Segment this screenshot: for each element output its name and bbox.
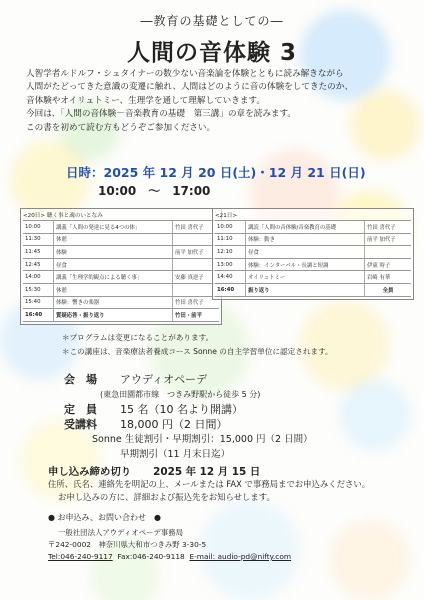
fee-row (64, 417, 313, 432)
intro-line: 今回は、「人間の音体験－音楽教育の基礎 第三講」の章を読みます。 (26, 109, 297, 120)
apply-instructions (48, 478, 370, 504)
note-line: ＊この講座は、音楽療法者養成コース Sonne の自主学習単位に認定されます。 (62, 347, 333, 356)
table-row: 16:40 質疑応答・振り返り 竹田・前平 (23, 309, 219, 322)
event-dates: 日時：2025 年 12 月 20 日(土)・12 月 21 日(日) (66, 165, 366, 180)
fee-discount: Sonne 生徒割引・早期割引：15,000 円（2 日間） (92, 434, 313, 445)
table-row: 14:40 オイリュトミー 岩崎 有華 (215, 271, 411, 284)
table-row: 10:00 講義「人間の発達に見る4つの体」 竹田 喜代子 (23, 221, 219, 234)
table-row: 11:30 休憩 (23, 233, 219, 246)
intro-line: この書を初めて読む方もどうぞご参加ください。 (26, 122, 216, 133)
event-time: 10:00 ～ 17:00 (98, 184, 211, 198)
event-info (64, 372, 313, 462)
capacity-value: 15 名（10 名より開講） (120, 403, 243, 416)
table-row: 10:00 講読「人間の音体験/音楽教育の基礎 竹田 喜代子 (215, 221, 411, 234)
contact-org: 一般社団法人アウディオペーデ事務局 (58, 528, 184, 537)
table-row: 14:00 講義「生理学的観点による聴く事」 安藤 真逆子 (23, 271, 219, 284)
intro-text (26, 68, 406, 135)
fax-number: Fax:046-240-9118 (117, 552, 185, 561)
table-row: 12:45 昼食 (23, 258, 219, 271)
day2-table (215, 220, 411, 297)
email-link[interactable]: E-mail: audio-pd@nifty.com (189, 552, 292, 561)
apply-line: お申し込みの方に、詳細および振込先をお知らせします。 (58, 492, 275, 502)
table-row: 15:40 体験：響きの楽器 竹田 喜代子 (23, 296, 219, 309)
venue-row (64, 372, 313, 387)
capacity-row (64, 402, 313, 417)
day1-table (23, 220, 219, 322)
venue-label: 会 場 (64, 373, 97, 386)
contact-address: 〒242-0002 神奈川県大和市つきみ野 3-30-5 (48, 540, 207, 549)
intro-line: 人間がたどってきた意識の変遷に触れ、人間はどのように音の体験をしてきたのか、 (26, 82, 353, 93)
contact-block (48, 512, 291, 563)
table-row: 13:00 体験：インターバル・長調と短調 伊東 時子 (215, 258, 411, 271)
capacity-label: 定 員 (64, 403, 97, 416)
intro-line: 人智学者ルドルフ・シュタイナーの数少ない音楽論を体験とともに読み解きながら (26, 69, 344, 79)
fee-value: 18,000 円（2 日間） (120, 418, 228, 431)
table-row: 15:30 休憩 (23, 283, 219, 296)
table-row: 16:40 振り返り 全員 (215, 283, 411, 296)
deadline-date: 2025 年 12 月 15 日 (153, 466, 261, 478)
table-row: 12:10 昼食 (215, 246, 411, 259)
venue-access: (東急田園都市線 つきみ野駅から徒歩 5 分) (100, 390, 261, 399)
contact-numbers (48, 551, 291, 563)
schedule-day2 (212, 208, 414, 300)
deadline (48, 463, 260, 478)
contact-title: ● お申込み、お問い合わせ ● (48, 513, 161, 522)
fee-label: 受講料 (64, 418, 97, 431)
tel-link[interactable]: Tel:046-240-9117 (48, 552, 113, 561)
fee-early: 早期割引（11 月末日迄） (120, 449, 231, 460)
page-title: 人間の音体験 3 (126, 40, 297, 66)
venue-value: アウディオペーデ (120, 373, 208, 386)
day1-label: <20日> 聴く事と魂のいとなみ (23, 213, 103, 219)
apply-line: 住所、氏名、連絡先を明記の上、メールまたは FAX で事務局までお申込みください。 (48, 479, 371, 489)
table-row: 11:10 体験：動き 前平 加代子 (215, 233, 411, 246)
deadline-label: 申し込み締め切り (48, 466, 132, 478)
notes (62, 331, 333, 359)
table-row: 11:45 体験 前平 加代子 (23, 246, 219, 259)
note-line: ＊プログラムは変更になることがあります。 (62, 333, 214, 342)
schedule-day1 (20, 208, 222, 325)
day2-label: <21日> (215, 213, 238, 219)
subtitle: ―教育の基礎としての― (140, 14, 284, 28)
intro-line: 音体験やオイリュトミー、生理学を通して理解していきます。 (26, 95, 265, 106)
